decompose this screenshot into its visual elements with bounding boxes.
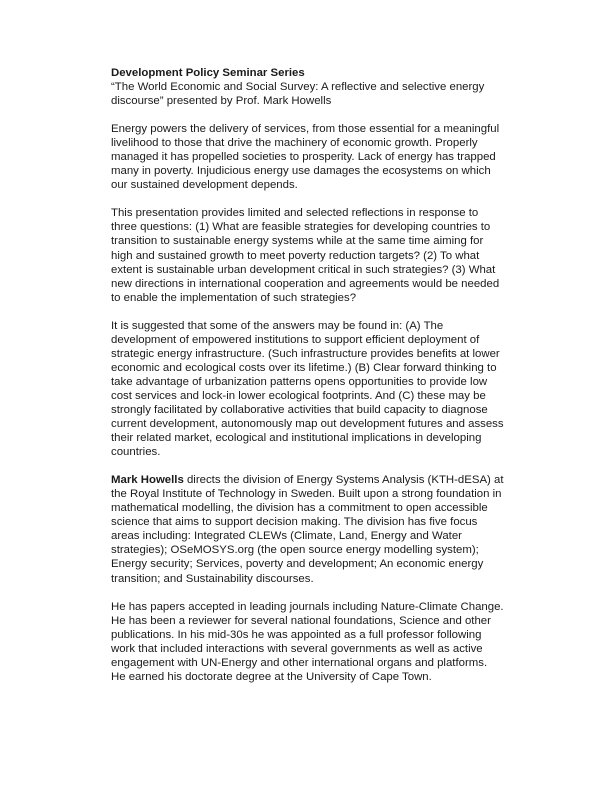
paragraph-line: our sustained development depends.: [111, 179, 298, 192]
paragraph-bio-division: [111, 473, 507, 585]
paragraph-line: development of empowered institutions to support efficient deployment of: [111, 333, 480, 346]
paragraph-line: strategies); OSeMOSYS.org (the open source energy modelling system);: [111, 544, 479, 557]
paragraph-line: transition to sustainable energy systems while at the same time aiming for: [111, 235, 484, 248]
paragraph-line: Energy security; Services, poverty and development; An economic energy: [111, 558, 484, 571]
paragraph-line: Energy powers the delivery of services, from those essential for a meaningful: [111, 123, 500, 136]
paragraph-line: three questions: (1) What are feasible strategies for developing countries to: [111, 221, 491, 234]
seminar-series-title: Development Policy Seminar Series: [111, 67, 305, 79]
paragraph-questions: [111, 206, 507, 304]
paragraph-line: extent is sustainable urban development critical in such strategies? (3) What: [111, 263, 496, 276]
paragraph-line: countries.: [111, 446, 161, 459]
paragraph-line: publications. In his mid-30s he was appointed as a full professor following: [111, 628, 482, 641]
paragraph-line: He has been a reviewer for several national foundations, Science and other: [111, 614, 491, 627]
bio-first-line-text: directs the division of Energy Systems Analysis (KTH-dESA) at: [183, 474, 504, 487]
document-body: [111, 66, 507, 684]
paragraph-line: work that included interactions with several governments as well as active: [111, 642, 483, 655]
paragraph-line: to enable the implementation of such strategies?: [111, 291, 357, 304]
paragraph-line: the Royal Institute of Technology in Sweden. Built upon a strong foundation in: [111, 488, 502, 501]
subtitle-line: “The World Economic and Social Survey: A reflective and selective energy: [111, 81, 485, 94]
paragraph-line: economic and ecological costs over its lifetime.) (B) Clear forward thinking to: [111, 361, 497, 374]
paragraph-line: high and sustained growth to meet poverty reduction targets? (2) To what: [111, 249, 480, 262]
paragraph-line: It is suggested that some of the answers may be found in: (A) The: [111, 319, 444, 332]
paragraph-line: cost services and lock-in lower ecological footprints. And (C) these may be: [111, 389, 486, 402]
paragraph-line: current development, autonomously map out development futures and assess: [111, 418, 504, 431]
paragraph-line: He earned his doctorate degree at the University of Cape Town.: [111, 670, 432, 683]
speaker-name: Mark Howells: [111, 474, 184, 487]
paragraph-line: [111, 473, 507, 487]
paragraph-line: take advantage of urbanization patterns opens opportunities to provide low: [111, 375, 488, 388]
paragraph-line: transition; and Sustainability discourses.: [111, 572, 314, 585]
paragraph-line: their related market, ecological and institutional implications in developing: [111, 432, 482, 445]
paragraph-line: new directions in international cooperation and agreements would be needed: [111, 277, 500, 290]
paragraph-line: areas including: Integrated CLEWs (Climate, Land, Energy and Water: [111, 530, 462, 543]
paragraph-line: managed it has propelled societies to prosperity. Lack of energy has trapped: [111, 151, 496, 164]
paragraph-answers: [111, 319, 507, 459]
paragraph-line: mathematical modelling, the division has a commitment to open accessible: [111, 502, 488, 515]
paragraph-line: strategic energy infrastructure. (Such infrastructure provides benefits at lower: [111, 347, 500, 360]
paragraph-energy-intro: [111, 122, 507, 192]
paragraph-line: science that aims to support decision making. The division has five focus: [111, 516, 478, 529]
paragraph-line: This presentation provides limited and selected reflections in response to: [111, 207, 479, 220]
talk-subtitle: [111, 80, 507, 108]
paragraph-line: He has papers accepted in leading journals including Nature-Climate Change.: [111, 600, 504, 613]
paragraph-line: engagement with UN-Energy and other international organs and platforms.: [111, 656, 488, 669]
paragraph-line: many in poverty. Injudicious energy use damages the ecosystems on which: [111, 165, 491, 178]
paragraph-line: strongly facilitated by collaborative activities that build capacity to diagnose: [111, 403, 488, 416]
subtitle-line: discourse” presented by Prof. Mark Howells: [111, 95, 332, 108]
paragraph-line: livelihood to those that drive the machinery of economic growth. Properly: [111, 137, 478, 150]
paragraph-bio-career: [111, 600, 507, 684]
